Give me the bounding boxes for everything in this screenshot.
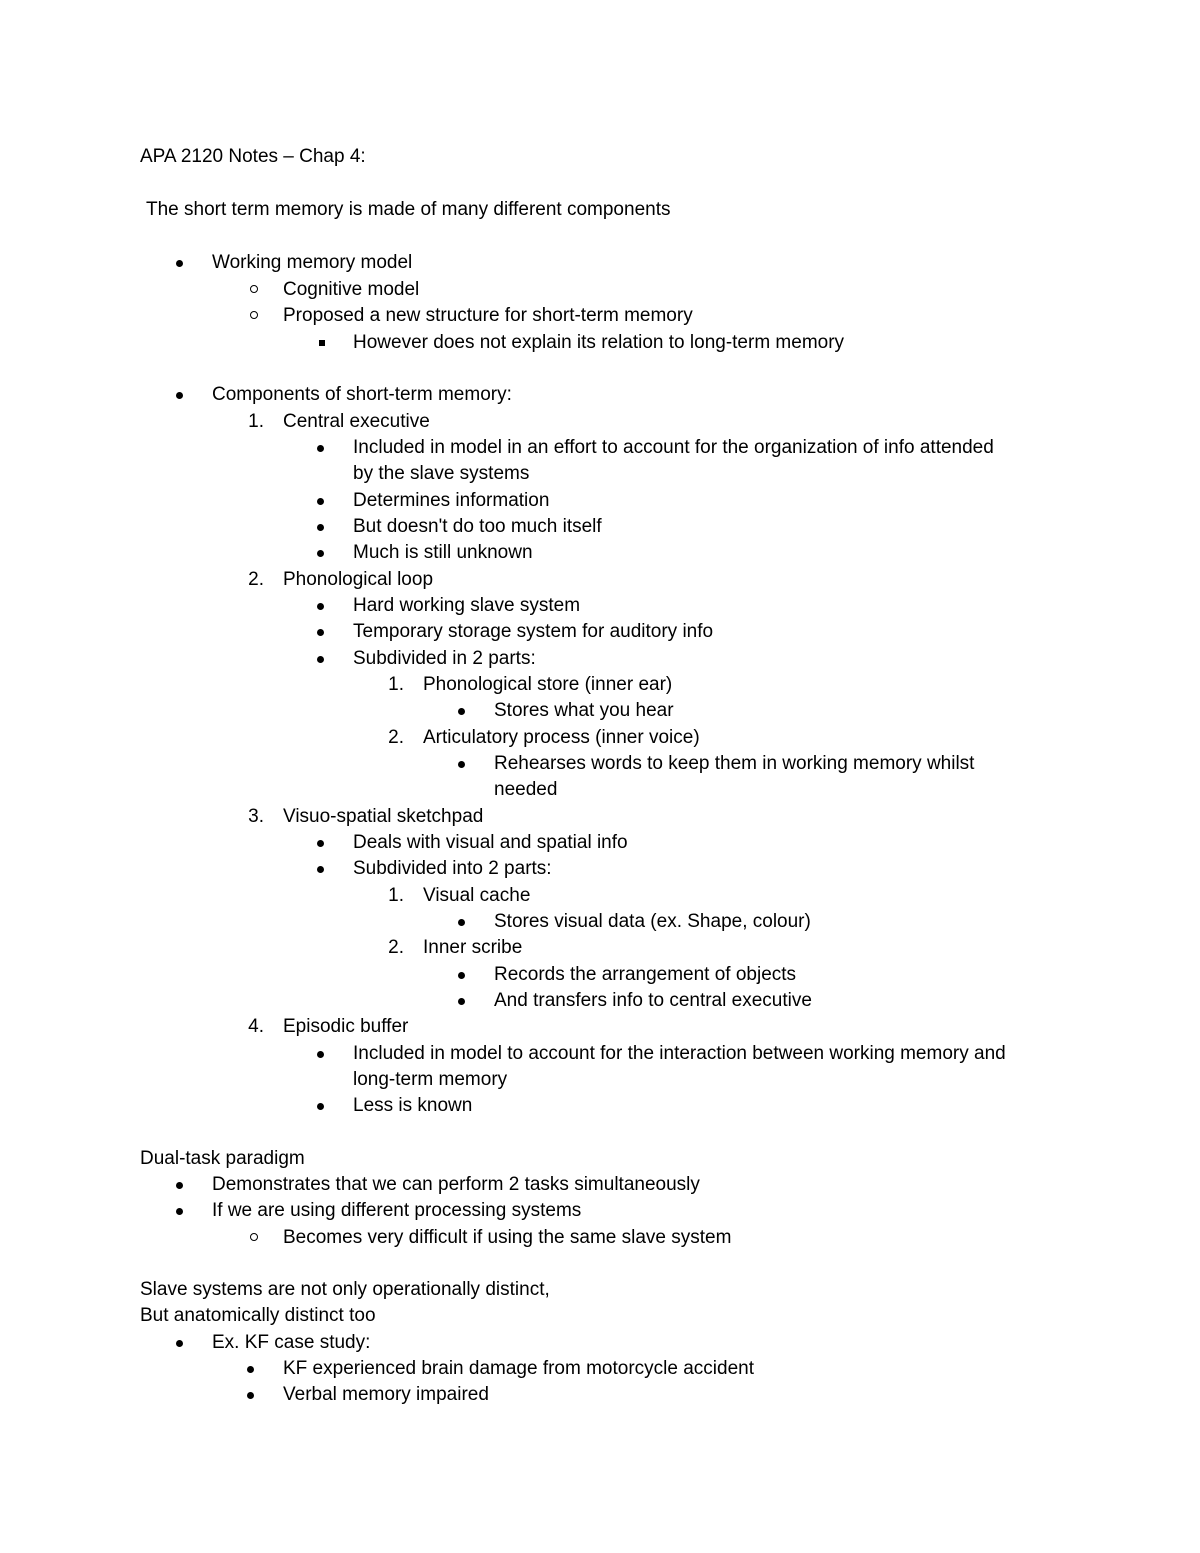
ce-bullet-2: Determines information [353,490,550,511]
eb-bullet-2: Less is known [353,1095,473,1116]
slave-line-1: Slave systems are not only operationally distinct, [140,1279,550,1300]
pl-sub-2: Articulatory process (inner voice) [423,727,700,748]
bullet-icon [176,1208,183,1215]
dual-heading: Dual-task paradigm [140,1148,305,1169]
list-number: 1. [388,885,404,906]
bullet-icon [317,498,324,505]
kf-bullet-1: KF experienced brain damage from motorcycle accident [283,1358,755,1379]
bullet-icon [176,392,183,399]
bullet-icon [317,550,324,557]
pl-bullet-3: Subdivided in 2 parts: [353,648,536,669]
hollow-bullet-icon [250,285,258,293]
eb-bullet-1: Included in model to account for the interaction between working memory and [353,1043,1006,1064]
components-label: Components of short-term memory: [212,384,512,405]
bullet-icon [317,866,324,873]
wm-however: However does not explain its relation to long-term memory [353,332,845,353]
ce-bullet-4: Much is still unknown [353,542,533,563]
vs-sub-2: Inner scribe [423,937,523,958]
wm-cognitive: Cognitive model [283,279,420,300]
bullet-icon [458,761,465,768]
pl-sub-2-bullet-cont: needed [494,779,558,800]
intro-text: The short term memory is made of many different components [146,199,671,220]
vs-sub-1: Visual cache [423,885,531,906]
slave-line-2: But anatomically distinct too [140,1305,376,1326]
bullet-icon [317,603,324,610]
list-number: 1. [388,674,404,695]
list-number: 3. [248,806,264,827]
bullet-icon [317,656,324,663]
bullet-icon [247,1392,254,1399]
bullet-icon [176,1340,183,1347]
page-title: APA 2120 Notes – Chap 4: [140,146,366,167]
bullet-icon [317,445,324,452]
pl-label: Phonological loop [283,569,434,590]
bullet-icon [317,524,324,531]
vs-label: Visuo-spatial sketchpad [283,806,484,827]
dual-sub-bullet: Becomes very difficult if using the same slave system [283,1227,732,1248]
pl-bullet-2: Temporary storage system for auditory info [353,621,714,642]
list-number: 2. [388,727,404,748]
vs-sub-1-bullet: Stores visual data (ex. Shape, colour) [494,911,811,932]
bullet-icon [458,919,465,926]
list-number: 2. [388,937,404,958]
bullet-icon [458,708,465,715]
pl-bullet-1: Hard working slave system [353,595,581,616]
bullet-icon [458,998,465,1005]
bullet-icon [317,840,324,847]
bullet-icon [317,629,324,636]
kf-example: Ex. KF case study: [212,1332,371,1353]
vs-bullet-2: Subdivided into 2 parts: [353,858,552,879]
pl-sub-2-bullet: Rehearses words to keep them in working memory whilst [494,753,975,774]
bullet-icon [176,260,183,267]
pl-sub-1-bullet: Stores what you hear [494,700,674,721]
ce-bullet-1: Included in model in an effort to account for the organization of info attended [353,437,994,458]
hollow-bullet-icon [250,1233,258,1241]
vs-bullet-1: Deals with visual and spatial info [353,832,628,853]
eb-bullet-1-cont: long-term memory [353,1069,508,1090]
vs-sub-2-bullet-1: Records the arrangement of objects [494,964,797,985]
square-bullet-icon [319,340,325,346]
bullet-icon [317,1103,324,1110]
list-number: 4. [248,1016,264,1037]
dual-bullet-2: If we are using different processing systems [212,1200,582,1221]
bullet-icon [247,1366,254,1373]
list-number: 2. [248,569,264,590]
ce-label: Central executive [283,411,430,432]
list-number: 1. [248,411,264,432]
ce-bullet-3: But doesn't do too much itself [353,516,602,537]
kf-bullet-2: Verbal memory impaired [283,1384,489,1405]
vs-sub-2-bullet-2: And transfers info to central executive [494,990,812,1011]
wm-label: Working memory model [212,252,413,273]
bullet-icon [176,1182,183,1189]
wm-proposed: Proposed a new structure for short-term memory [283,305,693,326]
bullet-icon [317,1051,324,1058]
bullet-icon [458,972,465,979]
hollow-bullet-icon [250,311,258,319]
dual-bullet-1: Demonstrates that we can perform 2 tasks simultaneously [212,1174,700,1195]
ce-bullet-1-cont: by the slave systems [353,463,530,484]
pl-sub-1: Phonological store (inner ear) [423,674,673,695]
eb-label: Episodic buffer [283,1016,409,1037]
